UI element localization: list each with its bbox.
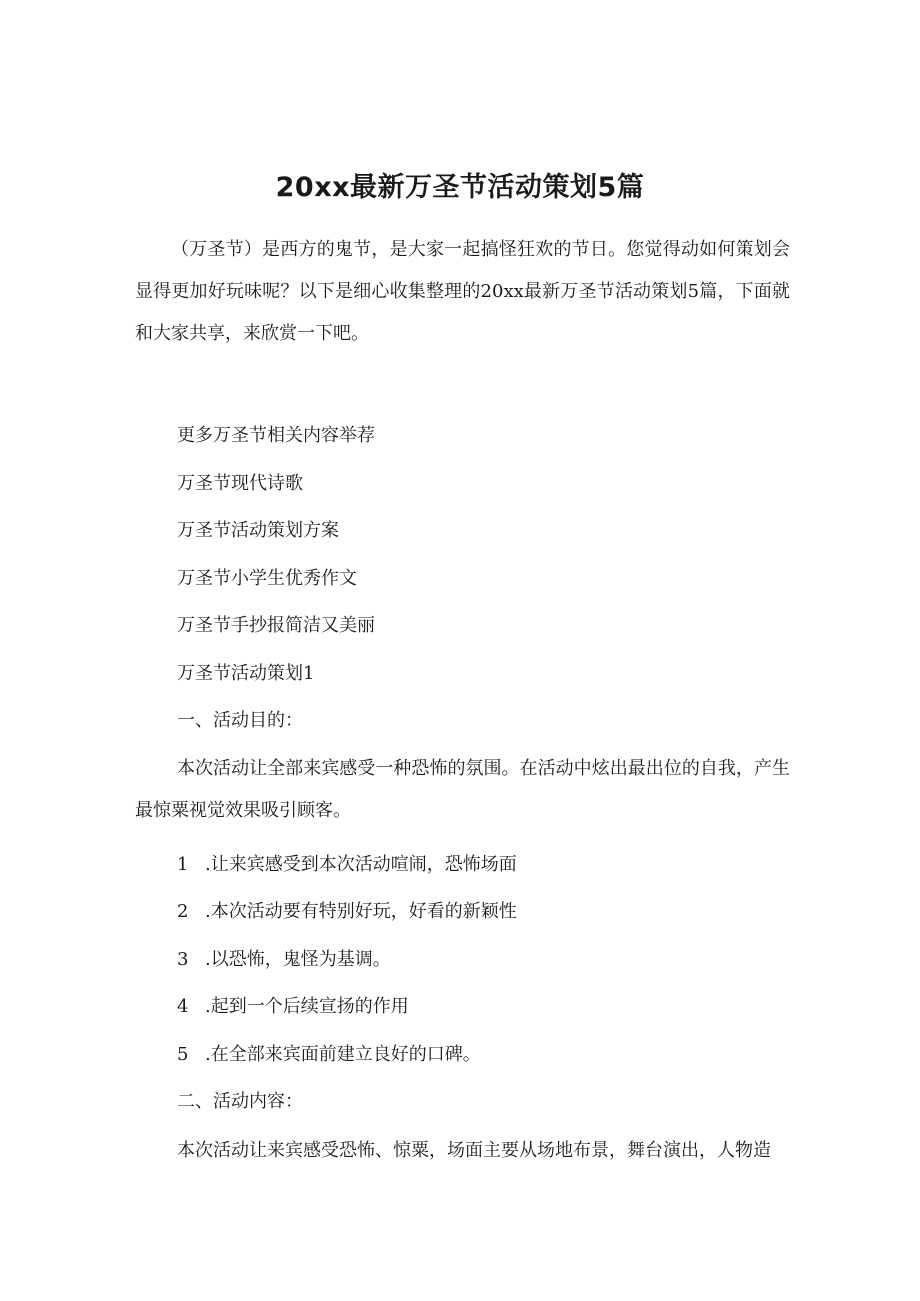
section1-body: 本次活动让全部来宾感受一种恐怖的氛围。在活动中炫出最出位的自我，产生最惊粟视觉效果吸引顾客。: [135, 758, 790, 821]
list-item-text: .起到一个后续宣扬的作用: [205, 996, 409, 1017]
list-item-text: .让来宾感受到本次活动喧闹，恐怖场面: [205, 854, 517, 875]
plan1-heading: 万圣节活动策划1: [177, 663, 315, 684]
intro-paragraph: （万圣节）是西方的鬼节，是大家一起搞怪狂欢的节日。您觉得动如何策划会显得更加好玩味呢？以下是细心收集整理的20xx最新万圣节活动策划5篇，下面就和大家共享，来欣赏一下吧。: [135, 239, 790, 344]
related-link-activity-plan[interactable]: 万圣节活动策划方案: [177, 520, 339, 541]
list-item-number: 2: [177, 901, 189, 922]
list-item: [177, 851, 517, 879]
list-item: [177, 898, 517, 926]
list-item-number: 1: [177, 854, 189, 875]
list-item-number: 4: [177, 996, 189, 1017]
list-item-text: .本次活动要有特别好玩，好看的新颖性: [205, 901, 517, 922]
related-heading: 更多万圣节相关内容举荐: [177, 425, 375, 446]
list-item: [177, 946, 391, 974]
related-link-poems[interactable]: 万圣节现代诗歌: [177, 473, 303, 494]
list-item-text: .在全部来宾面前建立良好的口碑。: [205, 1044, 481, 1065]
list-item: [177, 1041, 481, 1069]
list-item-text: .以恐怖，鬼怪为基调。: [205, 949, 391, 970]
related-link-handwritten-newspaper[interactable]: 万圣节手抄报简洁又美丽: [177, 615, 375, 636]
list-item: [177, 993, 409, 1021]
list-item-number: 5: [177, 1044, 189, 1065]
document-title: 20xx最新万圣节活动策划5篇: [275, 172, 645, 204]
related-link-student-essay[interactable]: 万圣节小学生优秀作文: [177, 568, 357, 589]
section2-heading: 二、活动内容：: [177, 1091, 303, 1112]
section1-heading: 一、活动目的：: [177, 710, 303, 731]
list-item-number: 3: [177, 949, 189, 970]
section2-body: 本次活动让来宾感受恐怖、惊粟，场面主要从场地布景，舞台演出，人物造: [177, 1140, 771, 1161]
